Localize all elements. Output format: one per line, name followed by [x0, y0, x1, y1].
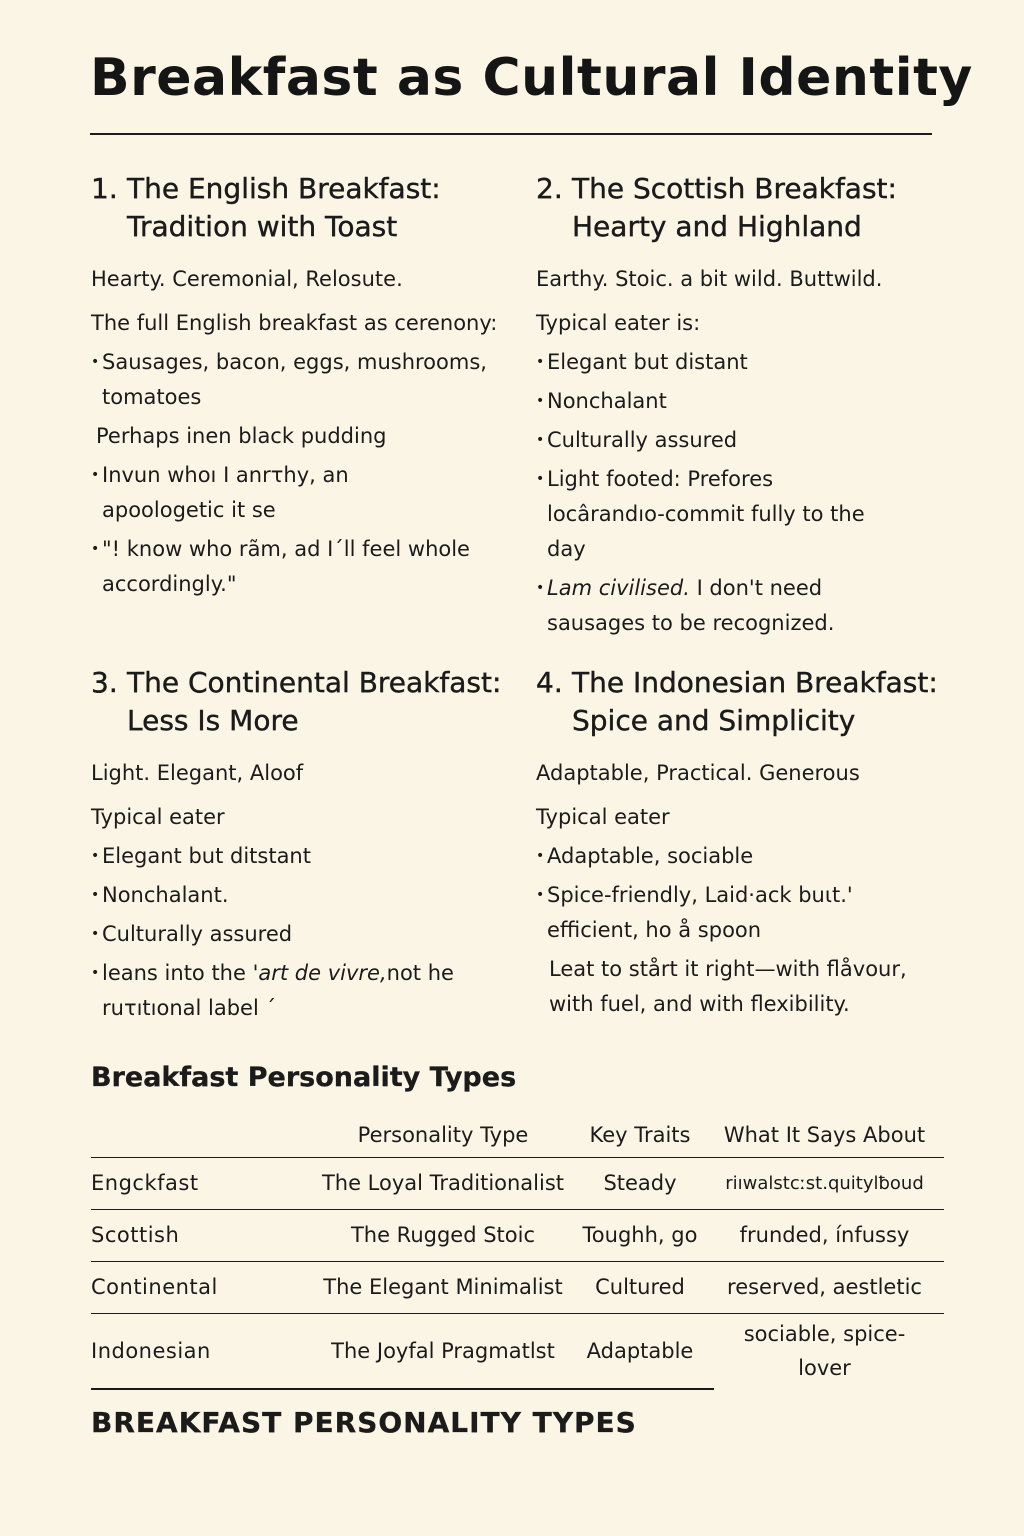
personality-table	[91, 1113, 944, 1389]
section-lead: The full English breakfast as cerenony:	[91, 311, 498, 335]
table-cell: Adaptable	[586, 1339, 694, 1364]
list-item: • Invun whoı I anrτhy, an apoologetic it se	[91, 458, 511, 528]
section-tagline: Earthy. Stoic. a bit wild. Buttwild.	[536, 267, 883, 291]
list-item: • Nonchalant	[536, 384, 956, 419]
table-row	[91, 1157, 944, 1209]
title-divider	[90, 133, 932, 135]
table-cell: The Loyal Traditionalist	[311, 1157, 575, 1209]
list-item: Leat to stårt it right—with flåvour, with fuel, and with flexibility.	[549, 957, 907, 1016]
section-heading-text: The Indonesian Breakfast: Spice and Simplicity	[572, 666, 938, 737]
section-heading	[91, 664, 511, 740]
table-cell: The Elegant Minimalist	[311, 1261, 575, 1313]
section-english-breakfast	[91, 170, 511, 606]
section-number: 2.	[536, 172, 563, 205]
column-header	[91, 1113, 311, 1157]
section-scottish-breakfast	[536, 170, 956, 645]
section-tagline: Hearty. Ceremonial, Relosute.	[91, 267, 403, 291]
table-cell: riıwalstcːst.quitylƀoud	[705, 1157, 944, 1209]
table-row	[91, 1313, 944, 1389]
section-bullet-list	[91, 345, 511, 602]
section-heading	[91, 170, 511, 246]
list-item: • Nonchalant.	[91, 878, 511, 913]
list-item: • Culturally assured	[536, 423, 956, 458]
list-item: • "! know who rãm, ad I´ll feel whole accordingly."	[91, 532, 511, 602]
table-cell: Scottish	[91, 1209, 311, 1261]
section-lead: Typical eater	[536, 805, 670, 829]
table-title: Breakfast Personality Types	[91, 1062, 517, 1093]
table-cell: frunded, ínfussy	[705, 1209, 944, 1261]
table-cell: Continental	[91, 1261, 311, 1313]
section-number: 1.	[91, 172, 118, 205]
table-cell: Cultured	[575, 1261, 705, 1313]
list-item: • leans into the 'art de vivre,not he ruτıtıonal label ´	[91, 956, 511, 1026]
list-item: • Lam civilised. I don't need sausages to be recognized.	[536, 571, 956, 641]
section-heading-text: The Scottish Breakfast: Hearty and Highland	[572, 172, 897, 243]
column-header: What It Says About	[705, 1113, 944, 1157]
section-tagline: Adaptable, Practical. Generous	[536, 761, 860, 785]
table-cell: Toughh, go	[575, 1209, 705, 1261]
page-title: Breakfast as Cultural Identity	[90, 48, 973, 108]
section-continental-breakfast	[91, 664, 511, 1030]
table-cell: reserved, aestletic	[705, 1261, 944, 1313]
table-cell: Indonesian	[91, 1339, 211, 1364]
section-bullet-list	[91, 839, 511, 1026]
table-cell: Steady	[575, 1157, 705, 1209]
section-bullet-list	[536, 345, 956, 641]
section-indonesian-breakfast	[536, 664, 956, 1026]
footer-title: BREAKFAST PERSONALITY TYPES	[91, 1406, 637, 1439]
section-number: 4.	[536, 666, 563, 699]
section-lead: Typical eater is:	[536, 311, 701, 335]
list-item: • Adaptable, sociable	[536, 839, 956, 874]
section-number: 3.	[91, 666, 118, 699]
list-item: Perhaps inen black pudding	[96, 424, 387, 448]
list-item: • Spice-friendly, Laid·ack buιt.' efficient, ho å spoon	[536, 878, 956, 948]
list-item: • Elegant but ditstant	[91, 839, 511, 874]
list-item: • Culturally assured	[91, 917, 511, 952]
table-row	[91, 1209, 944, 1261]
table-row	[91, 1261, 944, 1313]
table-cell: sociable, spice-lover	[743, 1322, 906, 1381]
table-cell: Engckfast	[91, 1157, 311, 1209]
section-tagline: Light. Elegant, Aloof	[91, 761, 304, 785]
section-heading-text: The Continental Breakfast: Less Is More	[127, 666, 502, 737]
list-item: • Elegant but distant	[536, 345, 956, 380]
section-lead: Typical eater	[91, 805, 225, 829]
table-cell: The Joyfal Pragmatlst	[331, 1339, 555, 1364]
section-heading-text: The English Breakfast: Tradition with Toast	[127, 172, 441, 243]
section-heading	[536, 664, 956, 740]
column-header: Personality Type	[311, 1113, 575, 1157]
section-bullet-list	[536, 839, 956, 1022]
list-item: • Sausages, bacon, eggs, mushrooms, tomatoes	[91, 345, 511, 415]
table-header-row	[91, 1113, 944, 1157]
section-heading	[536, 170, 956, 246]
table-bottom-divider	[91, 1388, 714, 1390]
column-header: Key Traits	[575, 1113, 705, 1157]
table-cell: The Rugged Stoic	[311, 1209, 575, 1261]
list-item: • Light footed: Prefores locârandıo-commit fully to the day	[536, 462, 956, 567]
